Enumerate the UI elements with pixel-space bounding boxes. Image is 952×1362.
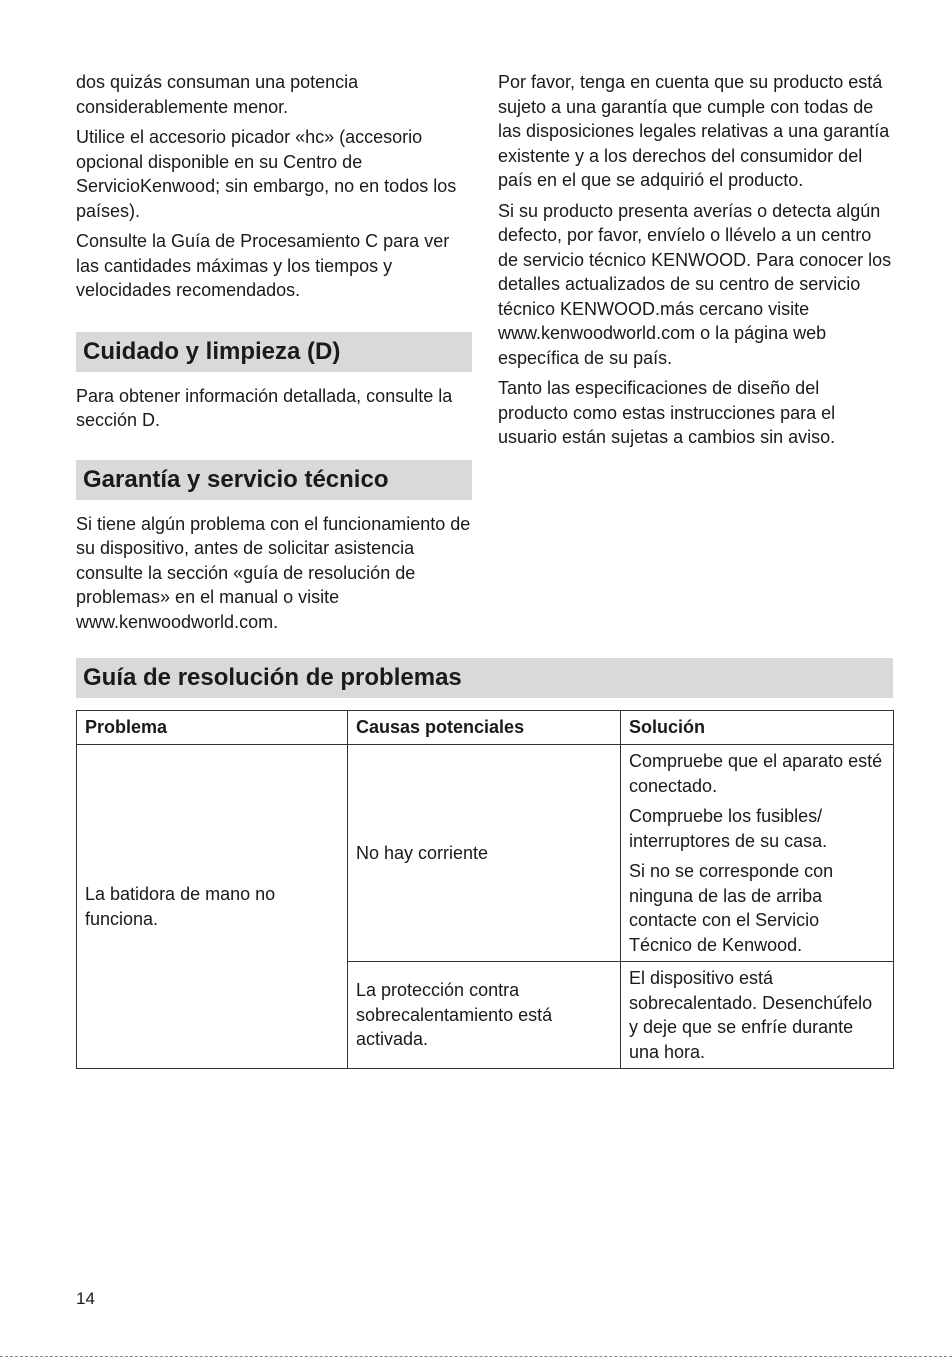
right-column (498, 70, 894, 456)
column-header: Problema (77, 711, 348, 745)
warranty-heading: Garantía y servicio técnico (76, 460, 472, 500)
solution-item: Compruebe los fusibles/ interruptores de su casa. (629, 806, 828, 851)
problem-cell: La batidora de mano no funciona. (77, 745, 348, 1069)
table-header-row (77, 711, 894, 745)
column-header: Solución (621, 711, 894, 745)
cause-cell: La protección contra sobrecalentamiento está activada. (348, 962, 621, 1069)
table-row (77, 745, 894, 962)
care-heading: Cuidado y limpieza (D) (76, 332, 472, 372)
solution-cell (621, 745, 894, 962)
page-edge-divider (0, 1356, 952, 1357)
paragraph: Si su producto presenta averías o detecta algún defecto, por favor, envíelo o llévelo a un centro de servicio técnico KENWOOD. Para conocer los detalles actualizados de su centro de servicio técnico KENWOOD.más cercano visite www.kenwoodworld.com o la página web específica de su país. (498, 200, 892, 368)
troubleshooting-heading: Guía de resolución de problemas (76, 658, 893, 698)
page-number: 14 (76, 1289, 95, 1308)
solution-cell: El dispositivo está sobrecalentado. Desenchúfelo y deje que se enfríe durante una hora. (621, 962, 894, 1069)
solution-item: Compruebe que el aparato esté conectado. (629, 751, 883, 796)
solution-item: Si no se corresponde con ninguna de las de arriba contacte con el Servicio Técnico de Kenwood. (629, 861, 834, 955)
paragraph: Si tiene algún problema con el funcionamiento de su dispositivo, antes de solicitar asistencia consulte la sección «guía de resolución de problemas» en el manual o visite www.kenwoodworld.com. (76, 513, 471, 632)
left-column (76, 70, 472, 640)
paragraph: Por favor, tenga en cuenta que su producto está sujeto a una garantía que cumple con todas de las disposiciones legales relativas a una garantía existente y a los derechos del consumidor del país en el que se adquirió el producto. (498, 72, 890, 190)
paragraph: Utilice el accesorio picador «hc» (accesorio opcional disponible en su Centro de ServicioKenwood; sin embargo, no en todos los países). (76, 127, 457, 221)
cause-cell: No hay corriente (348, 745, 621, 962)
column-header: Causas potenciales (348, 711, 621, 745)
troubleshooting-table (76, 710, 894, 1069)
paragraph: Consulte la Guía de Procesamiento C para ver las cantidades máximas y los tiempos y velocidades recomendados. (76, 231, 450, 300)
paragraph: dos quizás consuman una potencia considerablemente menor. (76, 72, 359, 117)
paragraph: Tanto las especificaciones de diseño del producto como estas instrucciones para el usuario están sujetas a cambios sin aviso. (498, 378, 836, 447)
paragraph: Para obtener información detallada, consulte la sección D. (76, 385, 453, 430)
